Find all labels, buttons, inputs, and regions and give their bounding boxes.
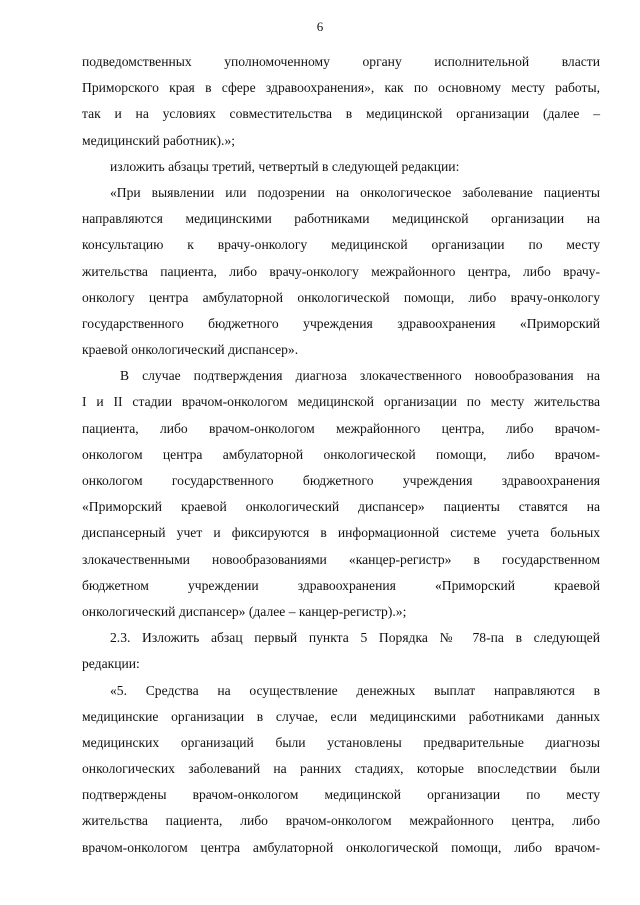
text-line: подведомственных уполномоченному органу исполнительной власти — [82, 54, 600, 69]
text-line: диспансерный учет и фиксируются в информационной системе учета больных — [82, 525, 600, 541]
text-line: онкологу центра амбулаторной онкологической помощи, либо врачу-онкологу — [82, 289, 600, 305]
text-line: жительства пациента, либо врачом-онкологом межрайонного центра, либо — [82, 813, 600, 829]
text-line: медицинских организаций были установлены предварительные диагнозы — [82, 734, 600, 750]
text-line: «Приморский краевой онкологический диспансер» пациенты ставятся на — [82, 499, 600, 515]
text-line: онкологический диспансер» (далее – канцер-регистр).»; — [82, 603, 407, 619]
text-line: медицинские организации в случае, если медицинскими работниками данных — [82, 708, 600, 724]
paragraph — [82, 49, 600, 154]
text-line: онкологом государственного бюджетного учреждения здравоохранения — [82, 473, 600, 488]
document-body — [82, 49, 600, 861]
paragraph — [82, 154, 600, 180]
text-line: пациента, либо врачом-онкологом межрайонного центра, либо врачом- — [82, 420, 600, 436]
text-line: государственного бюджетного учреждения здравоохранения «Приморский — [82, 315, 600, 331]
text-line: медицинский работник).»; — [82, 132, 236, 148]
text-line: направляются медицинскими работниками медицинской организации на — [82, 211, 600, 227]
text-line: В случае подтверждения диагноза злокачественного новообразования на — [120, 368, 600, 384]
text-line: изложить абзацы третий, четвертый в следующей редакции: — [110, 158, 460, 174]
text-line: редакции: — [82, 656, 140, 672]
text-line: врачом-онкологом центра амбулаторной онкологической помощи, либо врачом- — [82, 839, 600, 855]
text-line: жительства пациента, либо врачу-онкологу межрайонного центра, либо врачу- — [82, 263, 600, 279]
text-line: бюджетном учреждении здравоохранения «Приморский краевой — [82, 577, 600, 593]
text-line: краевой онкологический диспансер». — [82, 342, 299, 358]
text-line: онкологических заболеваний на ранних стадиях, которые впоследствии были — [82, 761, 600, 777]
text-line: злокачественными новообразованиями «канцер-регистр» в государственном — [82, 551, 600, 567]
text-line: I и II стадии врачом-онкологом медицинской организации по месту жительства — [82, 394, 600, 410]
text-line: 2.3. Изложить абзац первый пункта 5 Порядка № 78-па в следующей — [110, 630, 600, 646]
paragraph — [82, 625, 600, 677]
text-line: Приморского края в сфере здравоохранения», как по основному месту работы, — [82, 80, 600, 96]
text-line: так и на условиях совместительства в медицинской организации (далее – — [82, 106, 600, 122]
paragraph — [82, 678, 600, 861]
text-line: «5. Средства на осуществление денежных выплат направляются в — [110, 682, 600, 698]
paragraph — [82, 180, 600, 363]
text-line: «При выявлении или подозрении на онкологическое заболевание пациенты — [110, 184, 600, 200]
page-number: 6 — [316, 19, 324, 34]
text-line: консультацию к врачу-онкологу медицинской организации по месту — [82, 237, 600, 253]
text-line: онкологом центра амбулаторной онкологической помощи, либо врачом- — [82, 446, 600, 462]
paragraph — [82, 363, 600, 625]
text-line: подтверждены врачом-онкологом медицинской организации по месту — [82, 787, 600, 803]
